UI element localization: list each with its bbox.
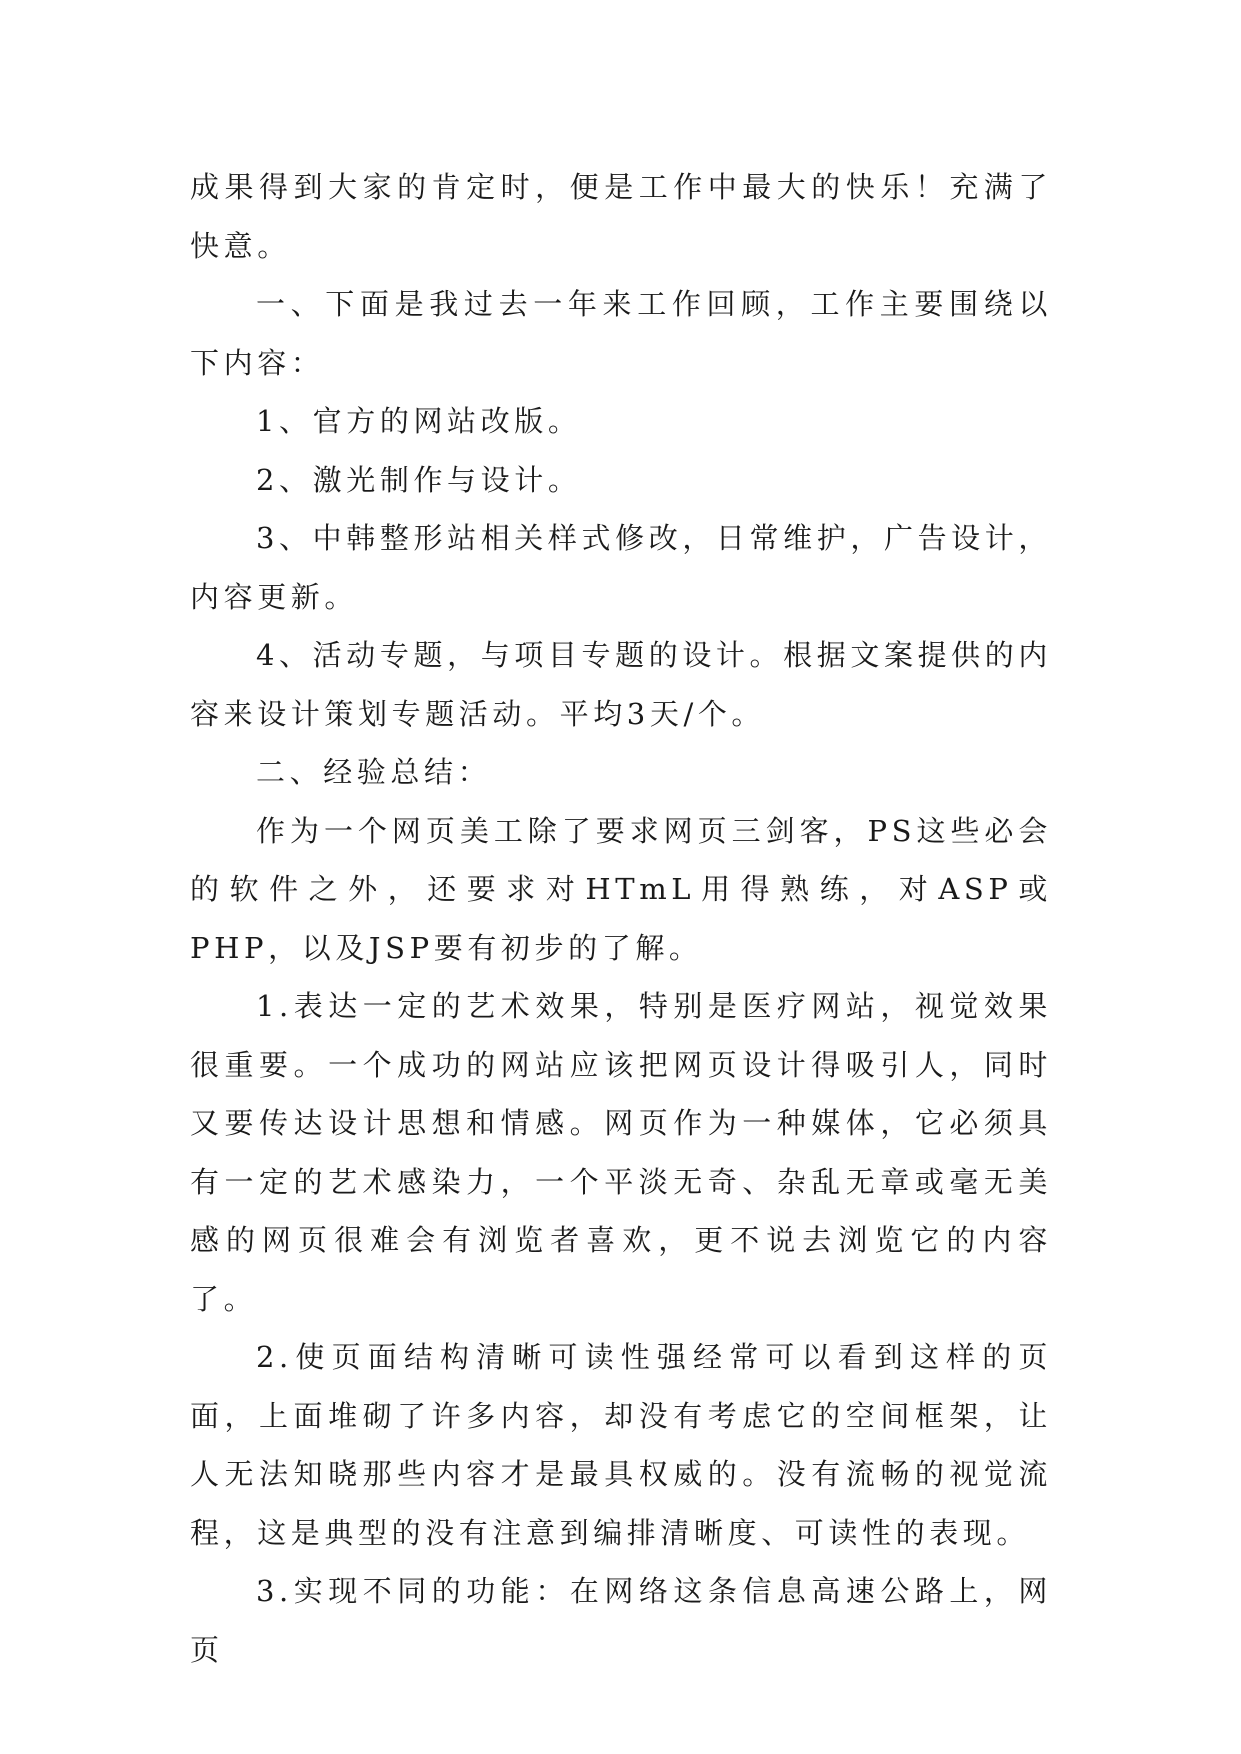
paragraph-5: 3、中韩整形站相关样式修改，日常维护，广告设计，内容更新。 (190, 521, 1052, 614)
paragraph-4: 2、激光制作与设计。 (256, 462, 582, 497)
paragraph-2: 一、下面是我过去一年来工作回顾，工作主要围绕以下内容： (190, 287, 1052, 380)
paragraph-8: 作为一个网页美工除了要求网页三剑客，PS这些必会的软件之外，还要求对HTmL用得熟练，对ASP或PHP，以及JSP要有初步的了解。 (190, 813, 1052, 965)
paragraph-9: 1.表达一定的艺术效果，特别是医疗网站，视觉效果很重要。一个成功的网站应该把网页设计得吸引人，同时又要传达设计思想和情感。网页作为一种媒体，它必须具有一定的艺术感染力，一个平淡无奇、杂乱无章或毫无美感的网页很难会有浏览者喜欢，更不说去浏览它的内容了。 (190, 989, 1052, 1316)
paragraph-6: 4、活动专题，与项目专题的设计。根据文案提供的内容来设计策划专题活动。平均3天/个。 (190, 638, 1052, 731)
paragraph-11: 3.实现不同的功能：在网络这条信息高速公路上，网页 (190, 1574, 1052, 1667)
paragraph-3: 1、官方的网站改版。 (256, 404, 582, 438)
paragraph-7: 二、经验总结： (256, 755, 492, 789)
document-body (190, 158, 1052, 1679)
paragraph-10: 2.使页面结构清晰可读性强经常可以看到这样的页面，上面堆砌了许多内容，却没有考虑它的空间框架，让人无法知晓那些内容才是最具权威的。没有流畅的视觉流程，这是典型的没有注意到编排清晰度、可读性的表现。 (190, 1340, 1052, 1550)
paragraph-1: 成果得到大家的肯定时，便是工作中最大的快乐！充满了快意。 (190, 170, 1052, 263)
